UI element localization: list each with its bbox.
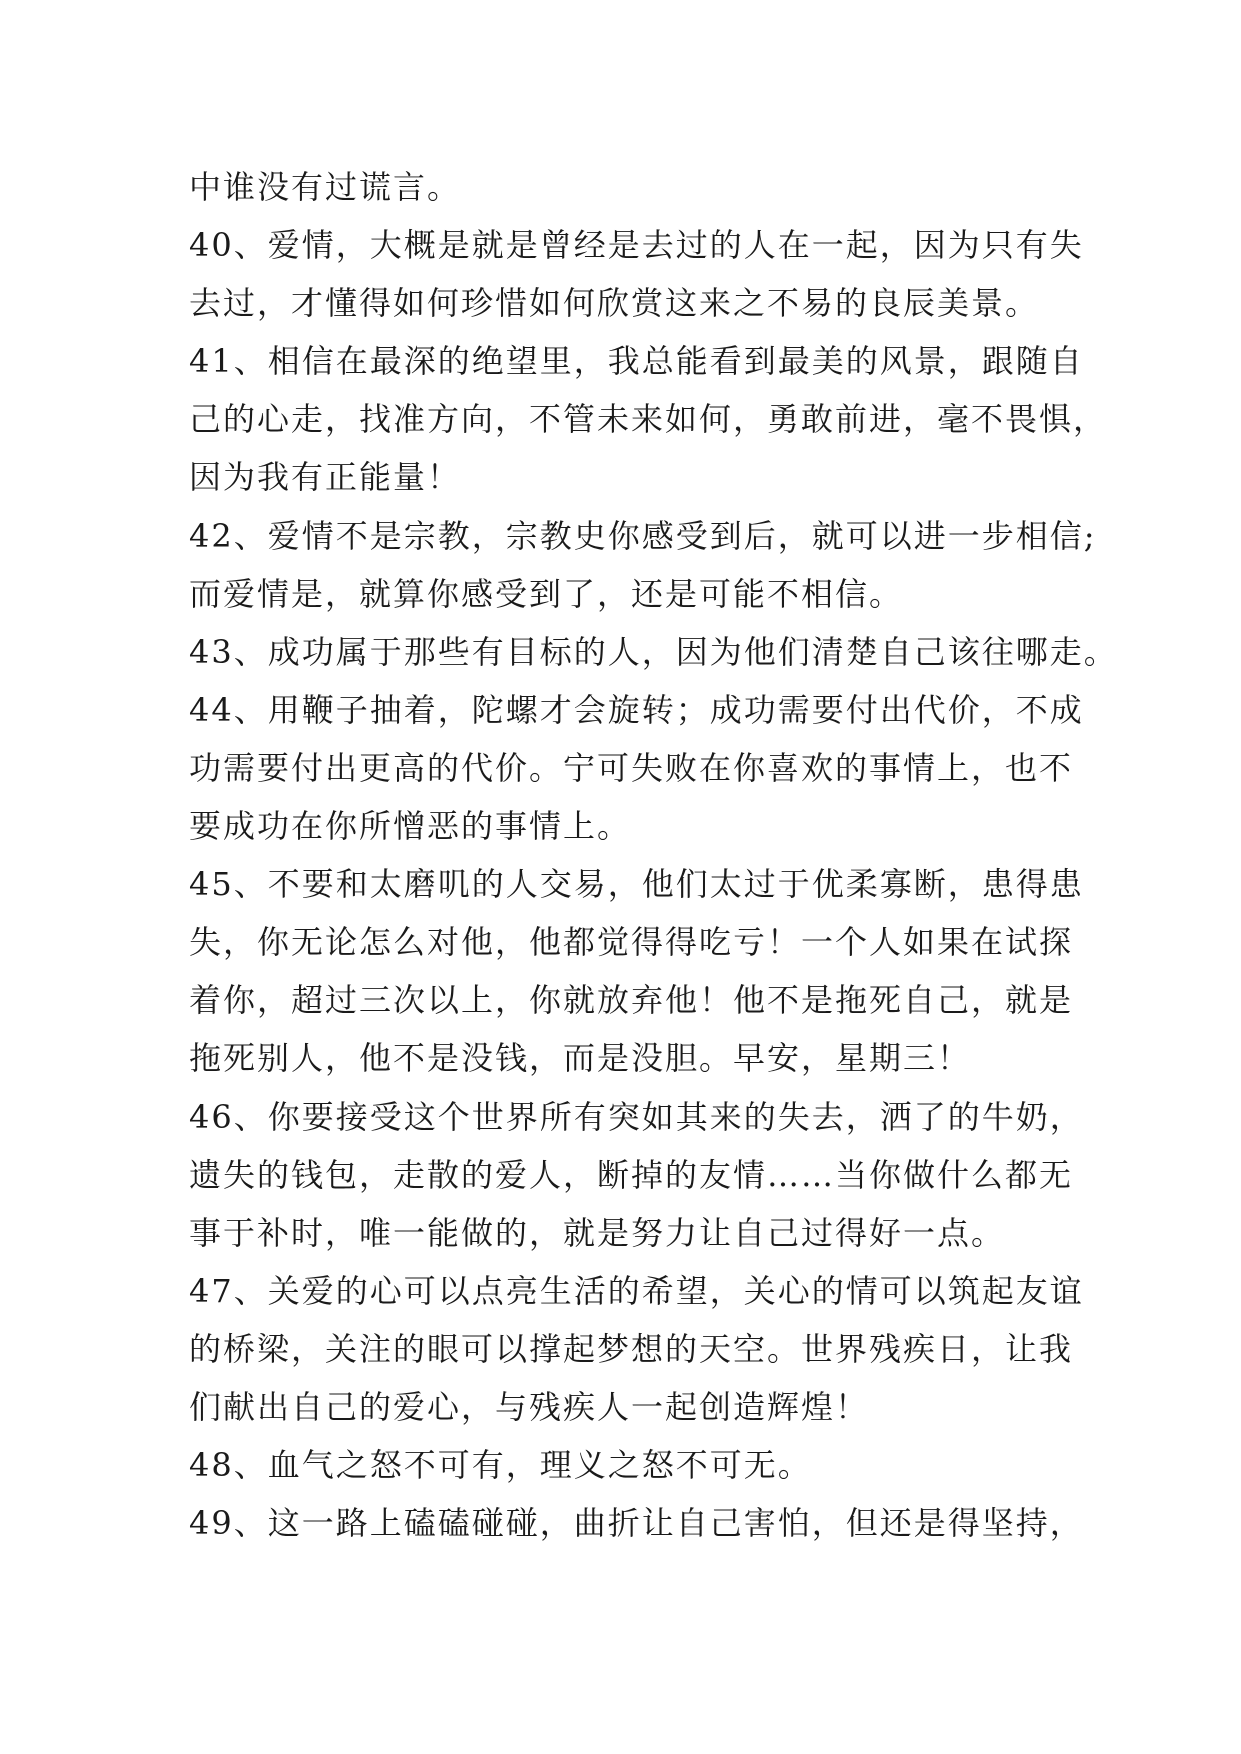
text-line: 己的心走，找准方向，不管未来如何，勇敢前进，毫不畏惧， xyxy=(189,400,1108,439)
text-line: 44、用鞭子抽着，陀螺才会旋转；成功需要付出代价，不成 xyxy=(189,690,1084,729)
text-line: 失，你无论怎么对他，他都觉得得吃亏！一个人如果在试探 xyxy=(189,923,1074,962)
text-line: 而爱情是，就算你感受到了，还是可能不相信。 xyxy=(189,574,904,613)
text-line: 事于补时，唯一能做的，就是努力让自己过得好一点。 xyxy=(189,1213,1006,1252)
text-line: 47、关爱的心可以点亮生活的希望，关心的情可以筑起友谊 xyxy=(189,1271,1084,1310)
text-line: 41、相信在最深的绝望里，我总能看到最美的风景，跟随自 xyxy=(189,342,1084,381)
text-line: 功需要付出更高的代价。宁可失败在你喜欢的事情上，也不 xyxy=(189,748,1074,787)
text-line: 中谁没有过谎言。 xyxy=(189,168,462,206)
text-line: 40、爱情，大概是就是曾经是去过的人在一起，因为只有失 xyxy=(189,226,1084,265)
text-line: 43、成功属于那些有目标的人，因为他们清楚自己该往哪走。 xyxy=(189,632,1118,671)
text-line: 45、不要和太磨叽的人交易，他们太过于优柔寡断，患得患 xyxy=(189,865,1084,904)
text-line: 着你，超过三次以上，你就放弃他！他不是拖死自己，就是 xyxy=(189,981,1074,1020)
text-line: 拖死别人，他不是没钱，而是没胆。早安，星期三！ xyxy=(189,1039,972,1078)
text-line: 要成功在你所憎恶的事情上。 xyxy=(189,807,632,846)
text-line: 42、爱情不是宗教，宗教史你感受到后，就可以进一步相信; xyxy=(189,516,1097,555)
text-line: 48、血气之怒不可有，理义之怒不可无。 xyxy=(189,1446,812,1485)
text-line: 遗失的钱包，走散的爱人，断掉的友情……当你做什么都无 xyxy=(189,1155,1074,1194)
text-line: 49、这一路上磕磕碰碰，曲折让自己害怕，但还是得坚持， xyxy=(189,1504,1084,1543)
text-line: 的桥梁，关注的眼可以撑起梦想的天空。世界残疾日，让我 xyxy=(189,1329,1074,1368)
text-line: 因为我有正能量！ xyxy=(189,458,462,497)
document-body xyxy=(189,158,1118,1552)
text-line: 去过，才懂得如何珍惜如何欣赏这来之不易的良辰美景。 xyxy=(189,284,1040,323)
text-line: 46、你要接受这个世界所有突如其来的失去，洒了的牛奶， xyxy=(189,1097,1084,1136)
text-line: 们献出自己的爱心，与残疾人一起创造辉煌！ xyxy=(189,1387,870,1426)
